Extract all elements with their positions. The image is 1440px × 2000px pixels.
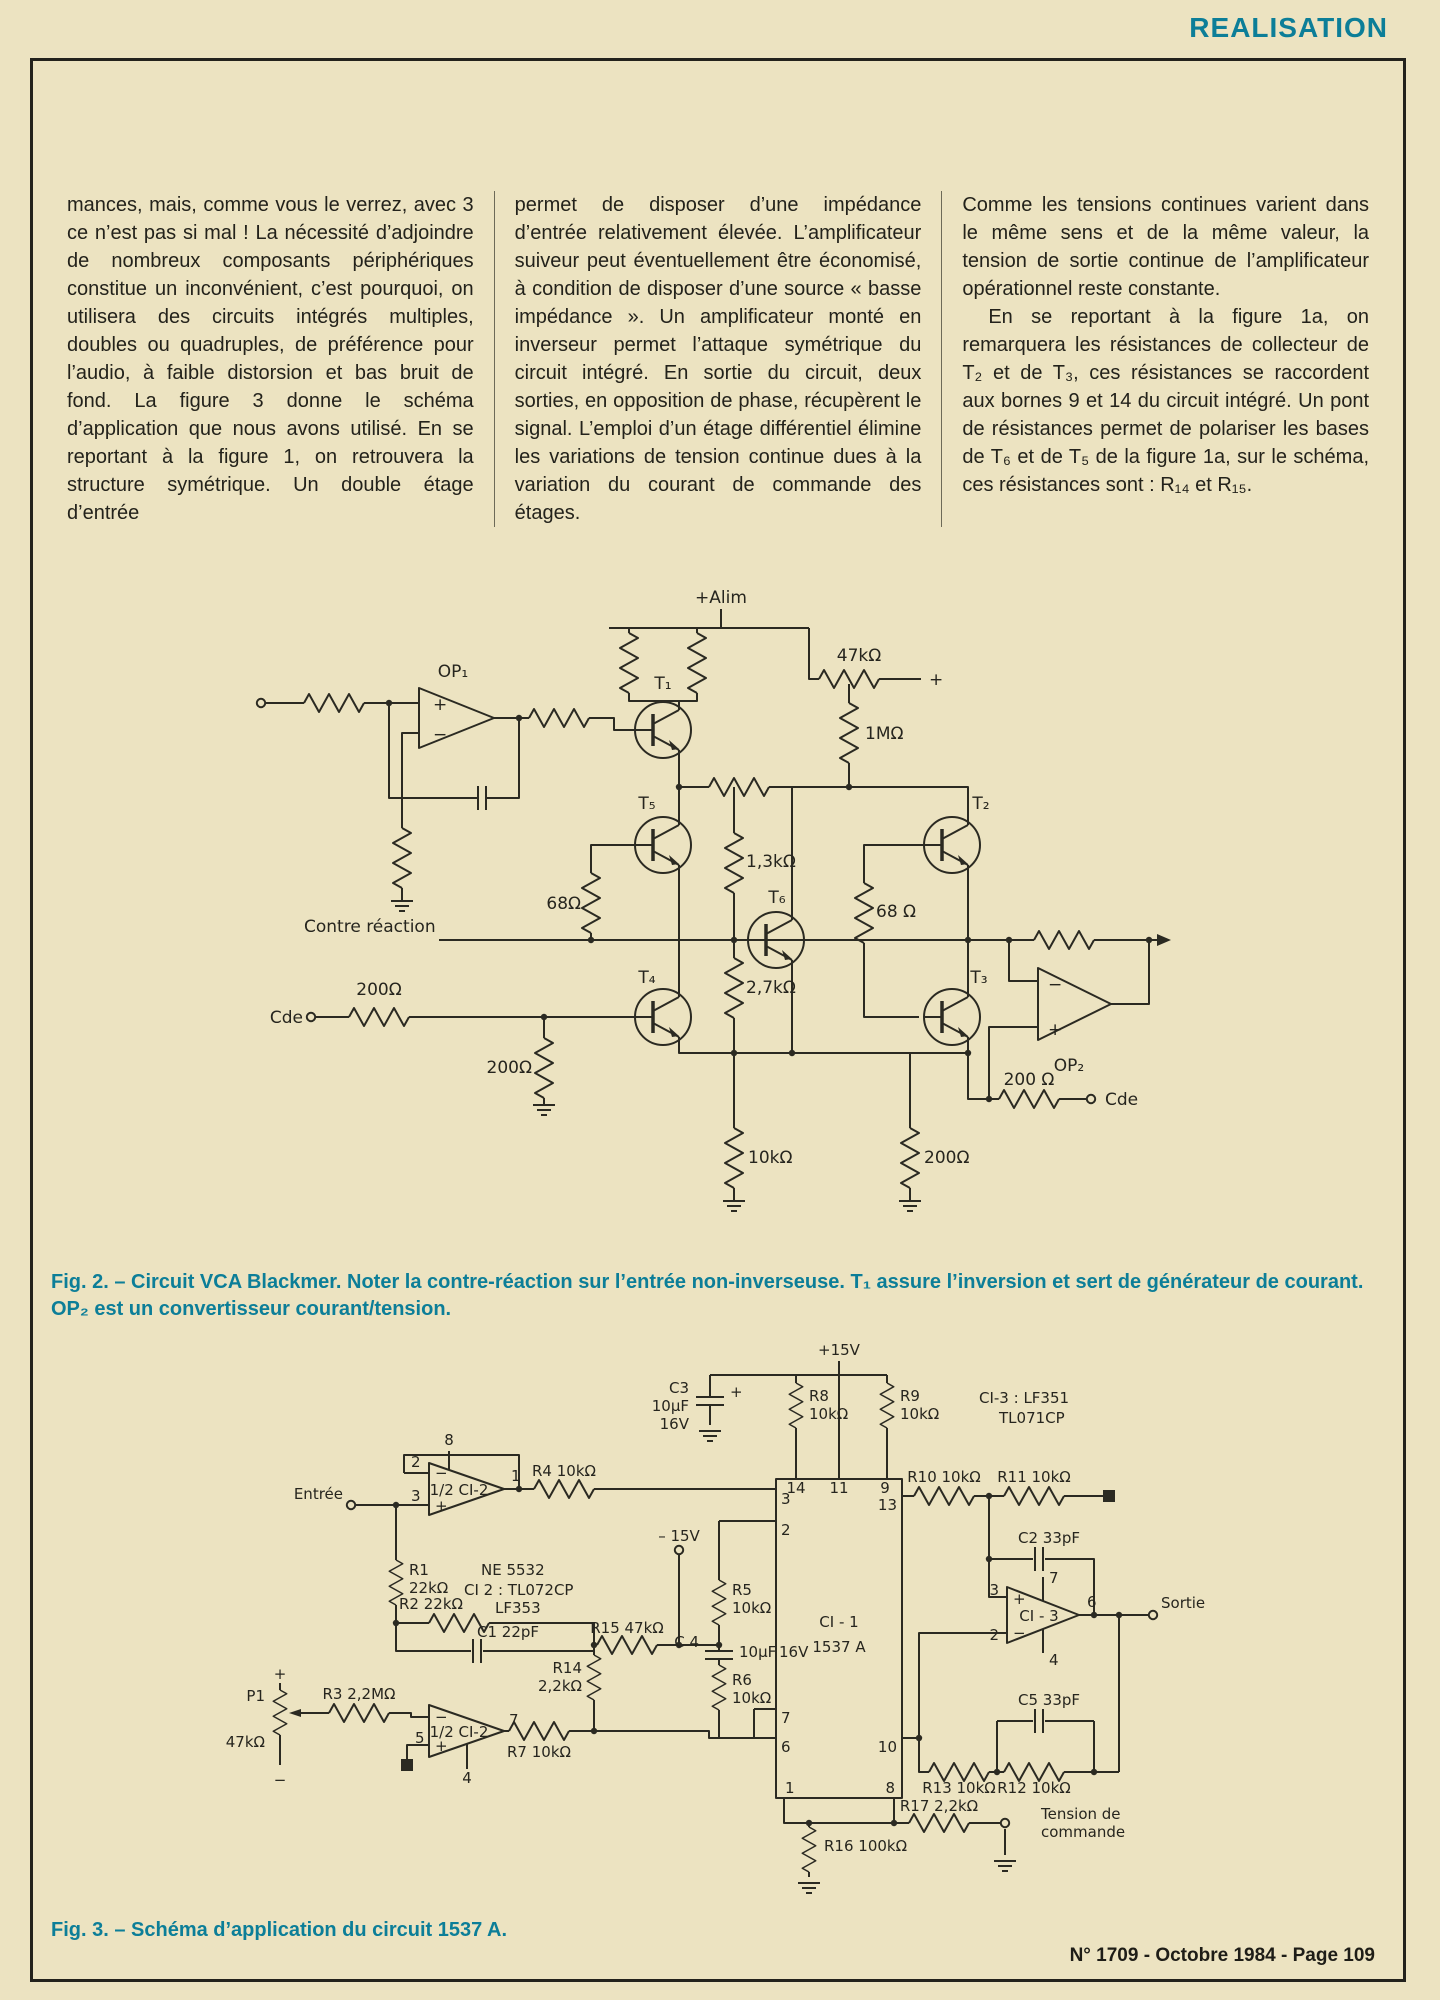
label-c5: C5 33pF <box>1017 1691 1081 1709</box>
label-r9-val: 10kΩ <box>900 1405 940 1423</box>
ci3-plus: + <box>1013 1590 1026 1608</box>
label-t1: T₁ <box>654 674 672 694</box>
label-minus15: – 15V <box>658 1527 700 1545</box>
label-r6: R6 <box>732 1671 752 1689</box>
oa1-plus: + <box>435 1497 448 1515</box>
label-r5-val: 10kΩ <box>732 1599 772 1617</box>
pin-11: 11 <box>829 1479 849 1497</box>
page-frame <box>30 58 1406 1982</box>
label-ci1-a: CI - 1 <box>819 1613 859 1631</box>
opamp-op1 <box>419 688 494 748</box>
transistor-t3 <box>924 987 980 1047</box>
label-half-ci2-top: 1/2 CI-2 <box>429 1481 489 1499</box>
label-r17: R17 2,2kΩ <box>899 1797 979 1815</box>
label-ci3: CI - 3 <box>1019 1607 1059 1625</box>
label-r1-val: 22kΩ <box>409 1579 449 1597</box>
label-c2: C2 33pF <box>1017 1529 1081 1547</box>
label-68-right: 68 Ω <box>876 902 917 922</box>
label-r8-val: 10kΩ <box>809 1405 849 1423</box>
c3-plus: + <box>730 1383 743 1401</box>
op1-minus: − <box>433 725 448 745</box>
pin-c7: 7 <box>1049 1569 1059 1587</box>
label-tension-b: commande <box>1041 1823 1126 1841</box>
label-200-gnd: 200Ω <box>486 1058 532 1078</box>
label-r14: R14 <box>552 1659 582 1677</box>
text-column-2 <box>494 191 942 527</box>
entree-terminal <box>347 1501 355 1509</box>
label-68-left: 68Ω <box>546 894 581 914</box>
cde-terminal-right <box>1087 1095 1095 1103</box>
oa2-minus: − <box>435 1708 448 1726</box>
label-half-ci2-bottom: 1/2 CI-2 <box>429 1723 489 1741</box>
fig2-caption: Fig. 2. – Circuit VCA Blackmer. Noter la contre-réaction sur l’entrée non-inverseuse. T₁ assure l’inversion et sert de générateur de courant. OP₂ est un convertisseur courant/tension. <box>51 1271 1364 1320</box>
pin-14: 14 <box>786 1479 806 1497</box>
label-r3: R3 2,2MΩ <box>322 1685 396 1703</box>
pad-square-right <box>1103 1490 1115 1502</box>
label-p1: P1 <box>246 1687 265 1705</box>
tension-terminal <box>1001 1819 1009 1827</box>
label-c3: C3 <box>668 1379 689 1397</box>
page-footer: N° 1709 - Octobre 1984 - Page 109 <box>1069 1945 1375 1966</box>
label-r1: R1 <box>409 1561 429 1579</box>
label-ci2-c: LF353 <box>495 1599 541 1617</box>
cde-terminal-left <box>307 1013 315 1021</box>
label-r9: R9 <box>900 1387 920 1405</box>
label-entree: Entrée <box>293 1485 343 1503</box>
label-tension-a: Tension de <box>1041 1805 1121 1823</box>
label-t5: T₅ <box>638 794 656 814</box>
pin-10: 10 <box>877 1738 897 1756</box>
label-op2: OP₂ <box>1053 1056 1085 1076</box>
label-13k: 1,3kΩ <box>746 852 796 872</box>
fig3-schematic <box>49 1341 1389 1897</box>
label-c3-volt: 16V <box>659 1415 689 1433</box>
label-r11: R11 10kΩ <box>997 1468 1071 1486</box>
pin-b4: 4 <box>462 1769 472 1787</box>
label-t2: T₂ <box>972 794 990 814</box>
label-r6-val: 10kΩ <box>732 1689 772 1707</box>
label-sortie: Sortie <box>1161 1594 1206 1612</box>
p1-wiper-arrow <box>289 1709 301 1717</box>
pin-3: 3 <box>781 1490 791 1508</box>
label-ci1-b: 1537 A <box>812 1638 866 1656</box>
output-arrow <box>1157 934 1171 946</box>
label-t3: T₃ <box>970 968 988 988</box>
pin-a1: 1 <box>511 1467 521 1485</box>
label-t4: T₄ <box>638 968 656 988</box>
op2-plus: + <box>1048 1020 1063 1040</box>
ground-symbols <box>391 901 921 1211</box>
label-ci3-note1: CI-3 : LF351 <box>979 1389 1070 1407</box>
minus15-terminal <box>675 1546 683 1554</box>
label-r2: R2 22kΩ <box>399 1595 463 1613</box>
paragraph: En se reportant à la figure 1a, on remarquera les résistances de collecteur de T₂ et de T₃, ces résistances se raccordent aux bornes 9 et 14 du circuit intégré. Un pont de résistances permet de polariser les bases de T₆ et de T₅ de la figure 1a, sur le schéma, ces résistances sont : R₁₄ et R₁₅. <box>962 306 1370 496</box>
label-47k: 47kΩ <box>836 646 882 666</box>
label-200-in: 200Ω <box>356 980 402 1000</box>
fig2-schematic <box>49 583 1389 1247</box>
label-10k: 10kΩ <box>748 1148 793 1168</box>
paragraph: permet de disposer d’une impédance d’entrée relativement élevée. L’amplificateur suiveur peut éventuellement être économisé, à condition de disposer d’une source « basse impédance ». Un amplificateur monté en inverseur permet l’attaque symétrique du circuit intégré. En sortie du circuit, deux sorties, en opposition de phase, récupèrent le signal. L’emploi d’un étage différentiel élimine les variations de tension continue dues à la variation du courant de commande des étages. <box>514 194 922 524</box>
pin-a3: 3 <box>411 1487 421 1505</box>
text-column-3 <box>941 191 1389 527</box>
label-r7: R7 10kΩ <box>507 1743 571 1761</box>
label-c4: C 4 <box>674 1633 699 1651</box>
label-r14-val: 2,2kΩ <box>537 1677 582 1695</box>
op1-plus: + <box>433 695 448 715</box>
pin-9: 9 <box>880 1479 890 1497</box>
sortie-terminal <box>1149 1611 1157 1619</box>
paragraph: mances, mais, comme vous le verrez, avec 3 ce n’est pas si mal ! La nécessité d’adjoindre de nombreux composants périphériques constitue un inconvénient, c’est pourquoi, on utilisera des circuits intégrés multiples, doubles ou quadruples, de préférence pour l’audio, à faible distorsion et bas bruit de fond. La figure 3 donne le schéma d’application que nous avons utilisé. En se reportant à la figure 1, on retrouvera la structure symétrique. Un double étage d’entrée <box>67 194 474 524</box>
label-cde-out: Cde <box>1105 1090 1139 1110</box>
pin-c4: 4 <box>1049 1651 1059 1669</box>
label-200-out: 200 Ω <box>1003 1070 1055 1090</box>
label-t6: T₆ <box>768 888 786 908</box>
oa1-minus: − <box>435 1464 448 1482</box>
label-p1-val: 47kΩ <box>225 1733 265 1751</box>
label-r16: R16 100kΩ <box>824 1837 908 1855</box>
transistor-t4 <box>635 987 691 1047</box>
pin-a8: 8 <box>444 1431 454 1449</box>
label-r5: R5 <box>732 1581 752 1599</box>
label-ci2-a: NE 5532 <box>481 1561 545 1579</box>
label-r10: R10 10kΩ <box>907 1468 981 1486</box>
pin-6: 6 <box>781 1738 791 1756</box>
fig2-resistors <box>304 633 1094 1188</box>
pin-c3: 3 <box>989 1581 999 1599</box>
pin-c2: 2 <box>989 1626 999 1644</box>
fig3-caption: Fig. 3. – Schéma d’application du circuit 1537 A. <box>51 1919 508 1941</box>
label-ci3-note2: TL071CP <box>999 1409 1065 1427</box>
transistor-t1 <box>635 700 691 760</box>
label-contre-reaction: Contre réaction <box>304 917 436 937</box>
pin-7: 7 <box>781 1709 791 1727</box>
label-c4-val: 10µF <box>739 1643 777 1661</box>
label-ci2-b: CI 2 : TL072CP <box>464 1581 574 1599</box>
pin-2: 2 <box>781 1521 791 1539</box>
p1-minus: − <box>273 1771 287 1789</box>
input-terminal <box>257 699 265 707</box>
pin-c6: 6 <box>1087 1593 1097 1611</box>
label-r13: R13 10kΩ <box>922 1779 996 1797</box>
p1-plus: + <box>273 1665 287 1683</box>
label-alim: +Alim <box>695 588 747 608</box>
label-cde-in: Cde <box>269 1008 303 1028</box>
label-c3-val: 10µF <box>651 1397 689 1415</box>
paragraph: Comme les tensions continues varient dans le même sens et de la même valeur, la tension de sortie continue de l’amplificateur opérationnel reste constante. <box>962 194 1370 300</box>
pin-8: 8 <box>885 1779 895 1797</box>
label-op1: OP₁ <box>437 662 469 682</box>
label-1m: 1MΩ <box>865 724 904 744</box>
label-plus: + <box>929 670 944 690</box>
label-r12: R12 10kΩ <box>997 1779 1071 1797</box>
pin-b7: 7 <box>509 1711 519 1729</box>
label-c1: C1 22pF <box>477 1623 540 1641</box>
pad-square-opamp2 <box>401 1759 413 1771</box>
transistor-t5 <box>635 815 691 875</box>
oa2-plus: + <box>435 1737 448 1755</box>
label-15v: +15V <box>818 1341 860 1359</box>
article-columns <box>47 191 1389 527</box>
pin-13: 13 <box>877 1496 897 1514</box>
label-r8: R8 <box>809 1387 829 1405</box>
transistor-t2 <box>924 815 980 875</box>
op2-minus: − <box>1048 975 1063 995</box>
pin-b5: 5 <box>415 1729 425 1747</box>
label-r4: R4 10kΩ <box>532 1462 596 1480</box>
page-title: REALISATION <box>1189 12 1388 43</box>
pin-a2: 2 <box>411 1453 421 1471</box>
label-27k: 2,7kΩ <box>746 978 796 998</box>
ci3-minus: − <box>1013 1624 1026 1642</box>
text-column-1 <box>47 191 494 527</box>
pin-1: 1 <box>785 1779 795 1797</box>
label-200-bot: 200Ω <box>924 1148 970 1168</box>
label-r15: R15 47kΩ <box>590 1619 664 1637</box>
label-c4-volt: 16V <box>779 1643 809 1661</box>
